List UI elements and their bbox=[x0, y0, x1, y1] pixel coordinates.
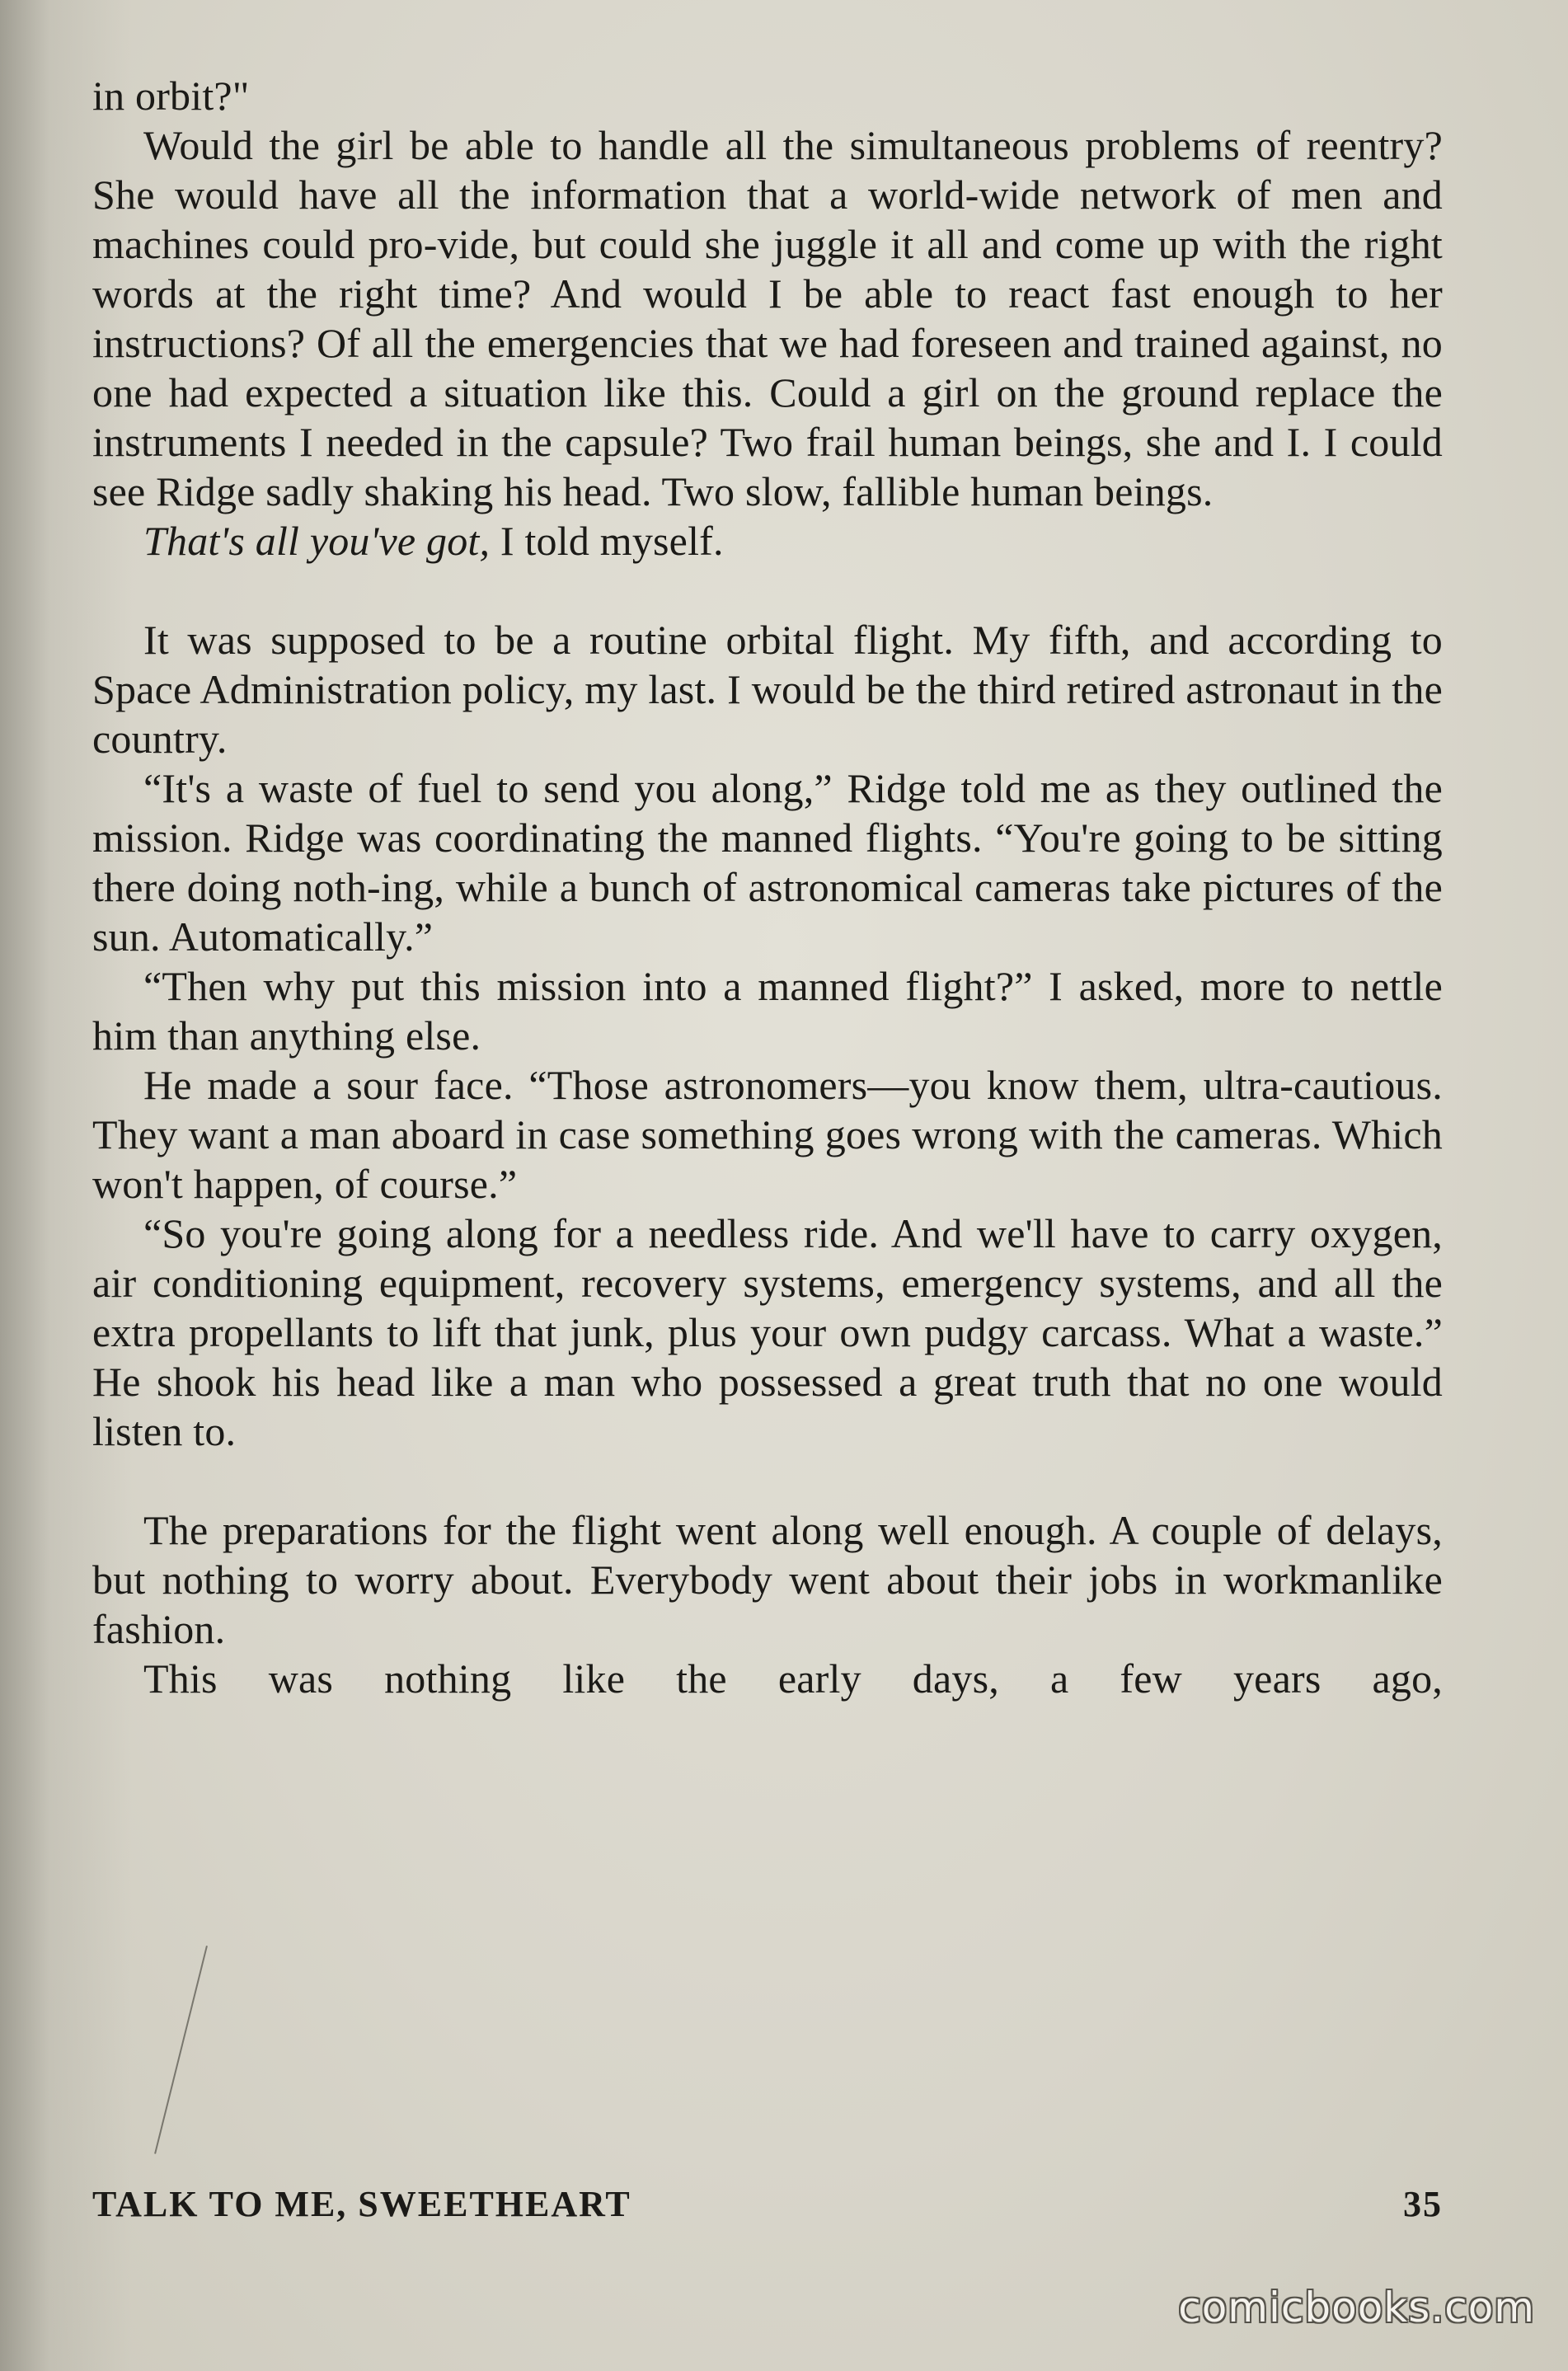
section-break bbox=[92, 1456, 1443, 1505]
paper-scratch-mark bbox=[154, 1946, 211, 2155]
paragraph-4: It was supposed to be a routine orbital flight. My fifth, and according to Space Administration policy, my last. I would be the third retired astronaut in the country. bbox=[92, 617, 1443, 762]
page-footer bbox=[92, 2183, 1443, 2232]
paragraph-7: He made a sour face. “Those astronomers—you know them, ultra-cautious. They want a man aboard in case something goes wrong with the cameras. Which won't happen, of course.” bbox=[92, 1062, 1443, 1207]
page-number: 35 bbox=[1403, 2184, 1443, 2224]
paragraph-3-rest: I told myself. bbox=[490, 518, 724, 564]
paragraph-2: Would the girl be able to handle all the simultaneous problems of reentry? She would have all the information that a world-wide network of men and machines could pro-vide, but could she juggle it all and come up with the right words at the right time? And would I be able to react fast enough to her instructions? Of all the emergencies that we had foreseen and trained against, no one had expected a situation like this. Could a girl on the ground replace the instruments I needed in the capsule? Two frail human beings, she and I. I could see Ridge sadly shaking his head. Two slow, fallible human beings. bbox=[92, 122, 1443, 514]
paragraph-9: The preparations for the flight went along well enough. A couple of delays, but nothing to worry about. Everybody went about their jobs in workmanlike fashion. bbox=[92, 1507, 1443, 1652]
paragraph-1: in orbit?" bbox=[92, 73, 250, 119]
paragraph-3-italic: That's all you've got, bbox=[143, 518, 491, 564]
paragraph-10: This was nothing like the early days, a few years ago, bbox=[143, 1655, 1443, 1702]
paragraph-6: “Then why put this mission into a manned flight?” I asked, more to nettle him than anything else. bbox=[92, 963, 1443, 1059]
page-body bbox=[92, 71, 1443, 1703]
watermark: comicbooks.com bbox=[1178, 2284, 1535, 2331]
paragraph-5: “It's a waste of fuel to send you along,” Ridge told me as they outlined the mission. Ridge was coordinating the manned flights. “You're going to be sitting there doing noth-ing, while a bunch of astronomical cameras take pictures of the sun. Automatically.” bbox=[92, 765, 1443, 960]
paragraph-8: “So you're going along for a needless ride. And we'll have to carry oxygen, air conditioning equipment, recovery systems, emergency systems, and all the extra propellants to lift that junk, plus your own pudgy carcass. What a waste.” He shook his head like a man who possessed a great truth that no one would listen to. bbox=[92, 1210, 1443, 1454]
section-break bbox=[92, 566, 1443, 615]
running-title: TALK TO ME, SWEETHEART bbox=[92, 2184, 631, 2224]
paragraph-3 bbox=[92, 516, 1443, 566]
